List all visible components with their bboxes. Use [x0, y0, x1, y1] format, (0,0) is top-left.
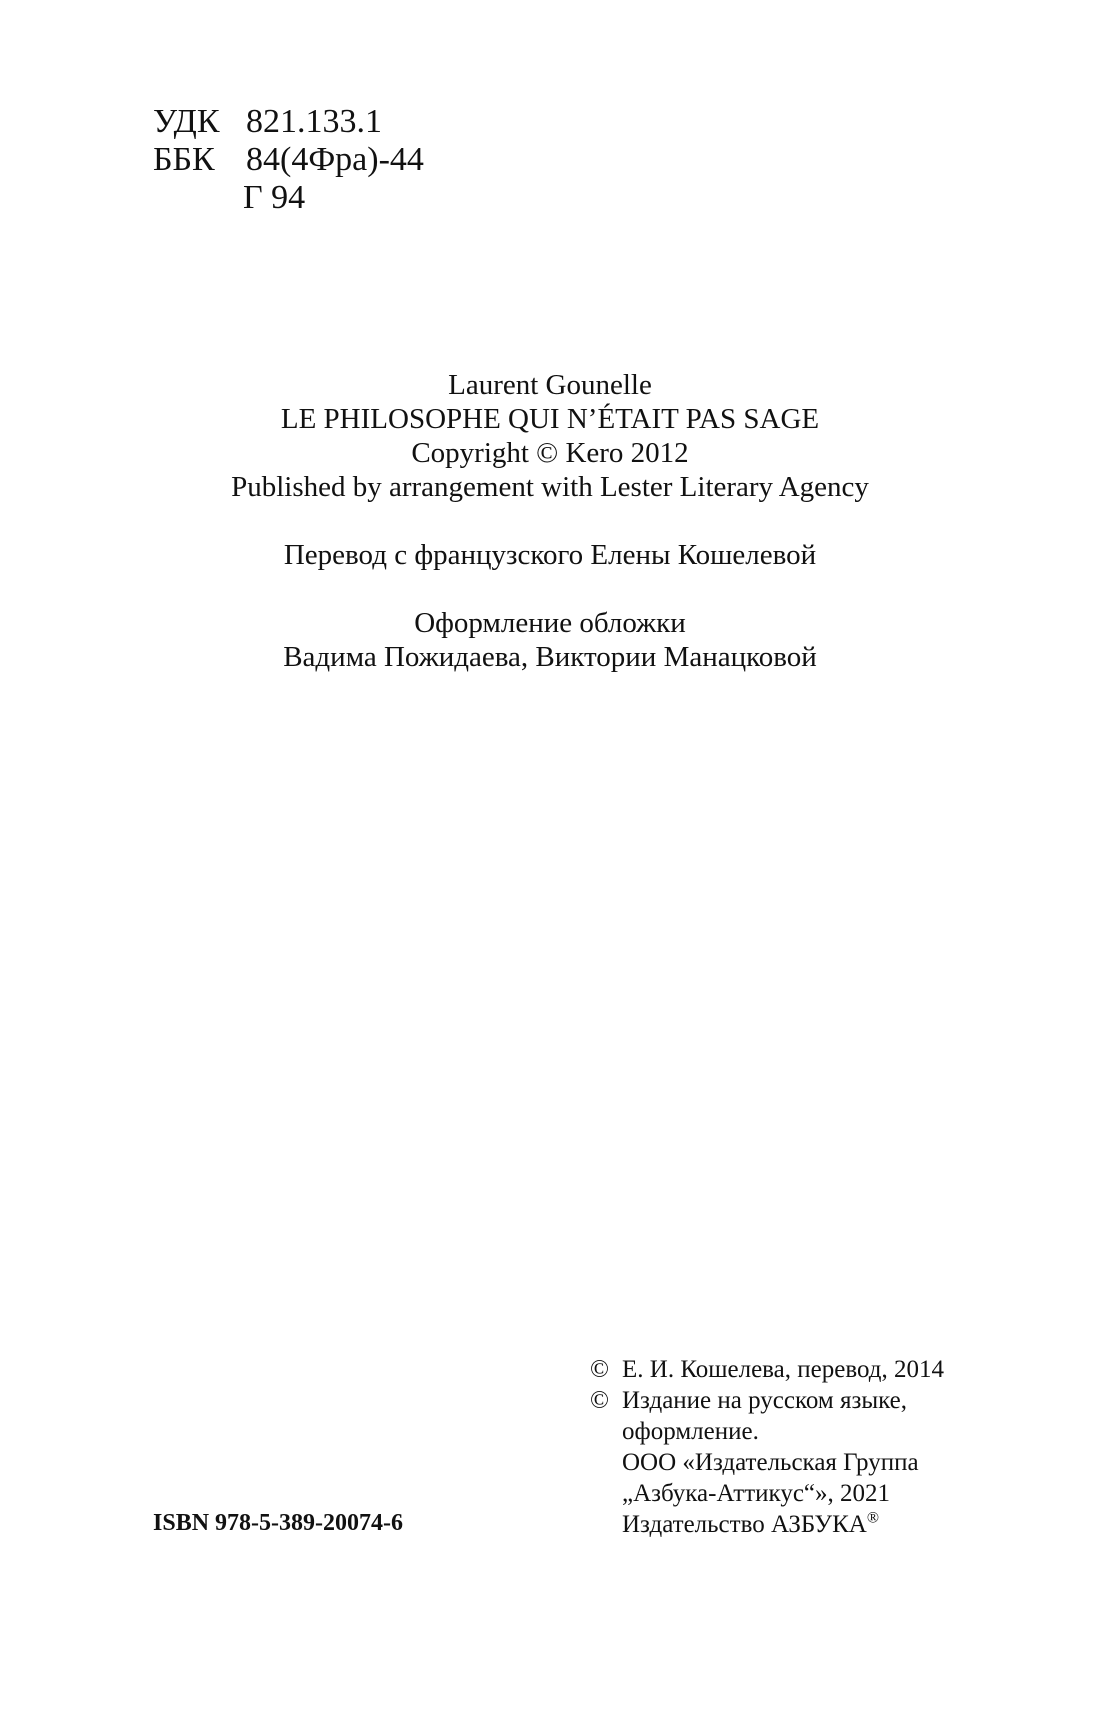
edition-line: Издание на русском языке,	[622, 1387, 907, 1414]
translation-credit: Перевод с французского Елены Кошелевой	[283, 539, 817, 571]
cover-design-label: Оформление обложки	[414, 607, 686, 639]
author-name: Laurent Gounelle	[448, 369, 652, 401]
copyright-symbol: ©	[590, 1387, 609, 1414]
translation-copyright-text: Е. И. Кошелева, перевод, 2014	[622, 1356, 944, 1383]
spacer	[0, 572, 1100, 606]
bbk-row	[153, 141, 424, 179]
edition-line: „Азбука-Аттикус“», 2021	[622, 1480, 891, 1507]
isbn: ISBN 978-5-389-20074-6	[153, 1510, 403, 1536]
publisher-line	[590, 1509, 944, 1540]
cover-designers: Вадима Пожидаева, Виктории Манацковой	[283, 641, 817, 673]
udk-value: 821.133.1	[246, 103, 382, 140]
classification-block	[153, 103, 424, 217]
original-copyright: Copyright © Kero 2012	[411, 437, 689, 469]
spacer	[0, 504, 1100, 538]
publisher-name: Издательство АЗБУКА	[622, 1511, 867, 1538]
copyright-notices	[590, 1354, 944, 1540]
original-title: LE PHILOSOPHE QUI N’ÉTAIT PAS SAGE	[280, 403, 820, 435]
registered-mark: ®	[866, 1509, 879, 1527]
author-mark: Г 94	[243, 179, 306, 216]
translation-copyright	[590, 1354, 944, 1385]
bbk-label: ББК	[153, 141, 215, 178]
edition-line: оформление.	[622, 1418, 759, 1445]
bbk-value: 84(4Фра)-44	[246, 141, 424, 178]
udk-label: УДК	[153, 103, 220, 140]
edition-copyright	[590, 1385, 944, 1416]
edition-line: ООО «Издательская Группа	[622, 1449, 919, 1476]
udk-row	[153, 103, 424, 141]
arrangement-note: Published by arrangement with Lester Literary Agency	[231, 471, 869, 503]
copyright-symbol: ©	[590, 1356, 609, 1383]
credits-block	[0, 368, 1100, 674]
